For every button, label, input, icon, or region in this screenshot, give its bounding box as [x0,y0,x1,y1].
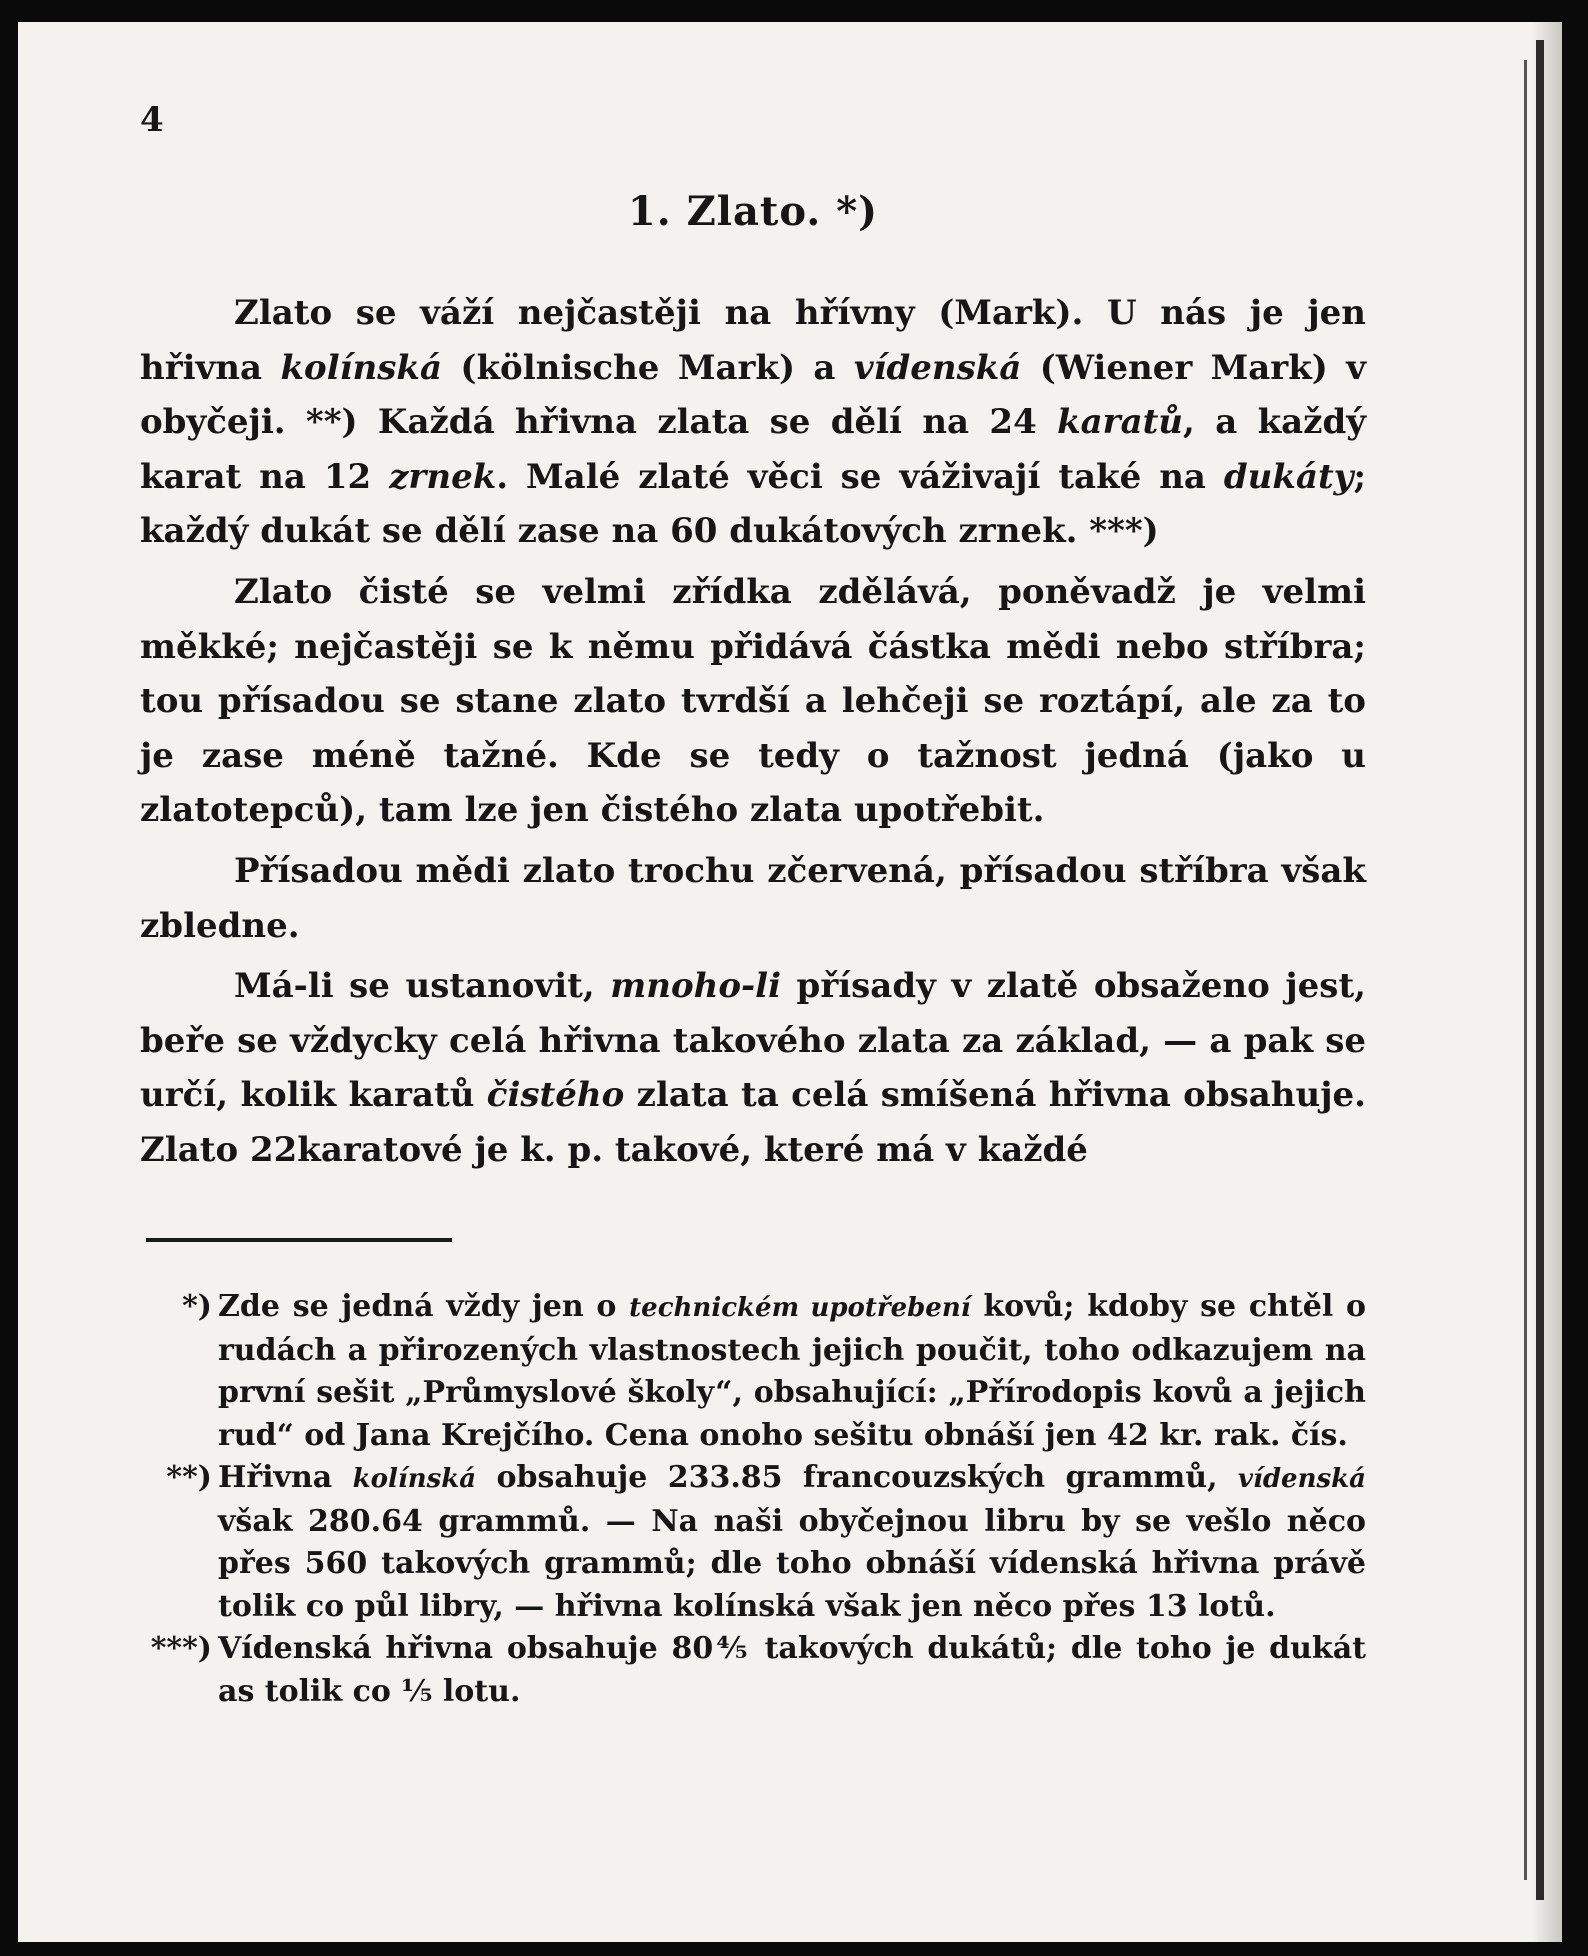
body-text [140,286,1366,1178]
paragraph-1: Zlato se váží nejčastěji na hřívny (Mark). U nás je jen hřivna kolínská (kölnische Mark) a vídenská (Wiener Mark) v obyčeji. **) Každá hřivna zlata se dělí na 24 karatů, a každý karat na 12 zrnek. Malé zlaté věci se váživají také na dukáty; každý dukát se dělí zase na 60 dukátových zrnek. ***) [140,293,1366,552]
footnote-separator [146,1238,452,1242]
scan-border-top [0,0,1588,22]
paragraph-3: Přísadou mědi zlato trochu zčervená, přísadou stříbra však zbledne. [140,850,1366,946]
page-edge-line [1524,60,1527,1880]
footnotes [140,1286,1366,1713]
scan-border-bottom [0,1942,1588,1956]
paragraph-4: Má-li se ustanovit, mnoho-li přísady v zlatě obsaženo jest, beře se vždycky celá hřivna takového zlata za základ, — a pak se určí, kolik karatů čistého zlata ta celá smíšená hřivna obsahuje. Zlato 22karatové je k. p. takové, které má v každé [140,966,1366,1170]
page-number: 4 [140,100,164,140]
footnote-2: **) Hřivna kolínská obsahuje 233.85 francouzských grammů, vídenská však 280.64 grammů. — Na naši obyčejnou libru by se vešlo něco přes 560 takových grammů; dle toho obnáší vídenská hřivna právě tolik co půl libry, — hřivna kolínská však jen něco přes 13 lotů. [140,1457,1366,1628]
footnote-1: *) Zde se jedná vždy jen o technickém upotřebení kovů; kdoby se chtěl o rudách a přirozených vlastnostech jejich poučit, toho odkazujem na první sešit „Průmyslové školy“, obsahující: „Přírodopis kovů a jejich rud“ od Jana Krejčího. Cena onoho sešitu obnáší jen 42 kr. rak. čís. [140,1286,1366,1457]
footnote-3: ***) Vídenská hřivna obsahuje 80⅘ takových dukátů; dle toho je dukát as tolik co ⅕ lotu. [140,1628,1366,1713]
scan-border-right [1562,0,1588,1956]
page-edge-dark [1536,40,1544,1900]
paragraph-2: Zlato čisté se velmi zřídka zdělává, poněvadž je velmi měkké; nejčastěji se k němu přidává částka mědi nebo stříbra; tou přísadou se stane zlato tvrdší a lehčeji se roztápí, ale za to je zase méně tažné. Kde se tedy o tažnost jedná (jako u zlatotepců), tam lze jen čistého zlata upotřebit. [140,571,1366,831]
chapter-title: 1. Zlato. *) [627,188,879,235]
footnote-marker: **) [166,1460,212,1495]
footnote-marker: ***) [150,1631,212,1666]
footnote-marker: *) [182,1289,212,1324]
scan-border-left [0,0,18,1956]
